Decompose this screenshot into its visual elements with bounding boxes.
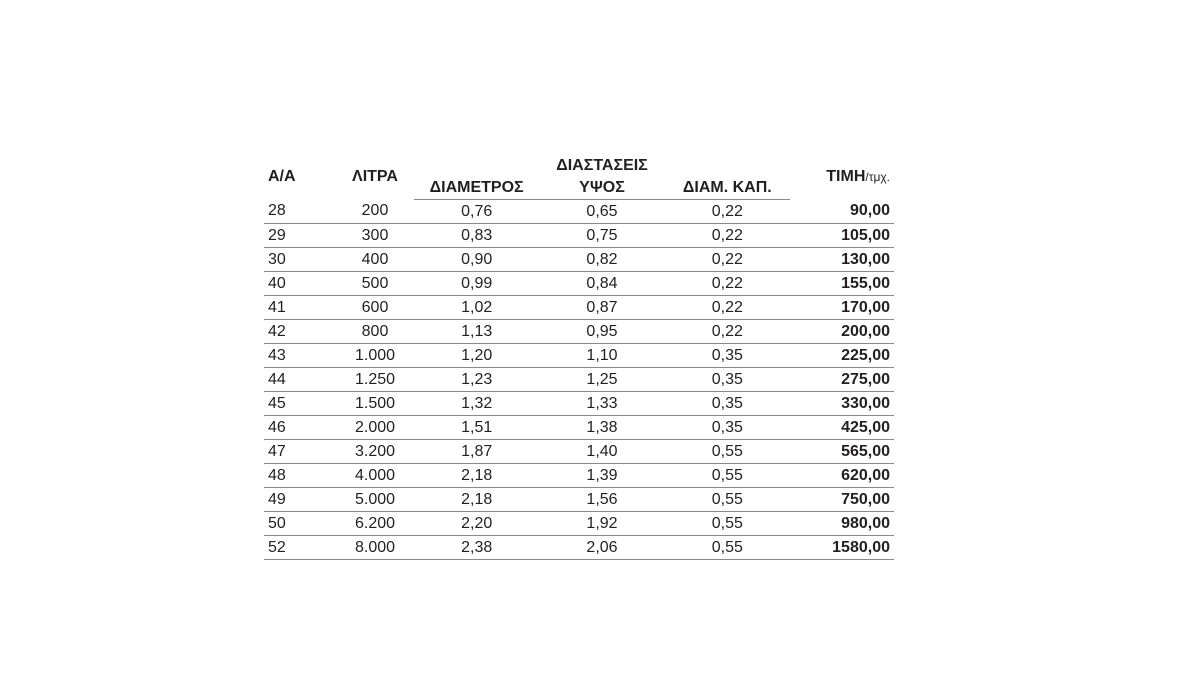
- cell-diam-kap: 0,55: [665, 512, 790, 536]
- cell-diametros: 1,51: [414, 416, 539, 440]
- cell-diam-kap: 0,55: [665, 440, 790, 464]
- cell-price: 750,00: [790, 488, 894, 512]
- cell-price: 425,00: [790, 416, 894, 440]
- table-row: [264, 416, 894, 440]
- cell-litra: 400: [336, 248, 414, 272]
- cell-diametros: 1,13: [414, 320, 539, 344]
- cell-litra: 6.200: [336, 512, 414, 536]
- cell-litra: 1.000: [336, 344, 414, 368]
- cell-diam-kap: 0,22: [665, 200, 790, 224]
- cell-litra: 4.000: [336, 464, 414, 488]
- cell-aa: 45: [264, 392, 336, 416]
- cell-diametros: 0,83: [414, 224, 539, 248]
- cell-diametros: 1,20: [414, 344, 539, 368]
- table-row: [264, 320, 894, 344]
- cell-diametros: 2,18: [414, 488, 539, 512]
- price-table: [264, 155, 894, 560]
- cell-diametros: 0,76: [414, 200, 539, 224]
- cell-price: 1580,00: [790, 536, 894, 560]
- cell-litra: 1.250: [336, 368, 414, 392]
- cell-aa: 44: [264, 368, 336, 392]
- cell-diam-kap: 0,35: [665, 392, 790, 416]
- cell-ypsos: 1,38: [539, 416, 664, 440]
- cell-aa: 28: [264, 200, 336, 224]
- cell-litra: 3.200: [336, 440, 414, 464]
- cell-litra: 5.000: [336, 488, 414, 512]
- cell-aa: 48: [264, 464, 336, 488]
- cell-litra: 500: [336, 272, 414, 296]
- cell-aa: 40: [264, 272, 336, 296]
- table-row: [264, 224, 894, 248]
- cell-diam-kap: 0,35: [665, 416, 790, 440]
- cell-diametros: 2,20: [414, 512, 539, 536]
- cell-aa: 43: [264, 344, 336, 368]
- cell-diametros: 1,32: [414, 392, 539, 416]
- cell-ypsos: 1,25: [539, 368, 664, 392]
- cell-ypsos: 2,06: [539, 536, 664, 560]
- cell-diam-kap: 0,22: [665, 296, 790, 320]
- cell-diam-kap: 0,35: [665, 368, 790, 392]
- cell-diametros: 1,23: [414, 368, 539, 392]
- cell-diametros: 1,87: [414, 440, 539, 464]
- cell-aa: 52: [264, 536, 336, 560]
- table-row: [264, 440, 894, 464]
- cell-aa: 29: [264, 224, 336, 248]
- table-row: [264, 272, 894, 296]
- cell-price: 155,00: [790, 272, 894, 296]
- header-price-label: ΤΙΜΗ: [826, 168, 866, 186]
- cell-aa: 46: [264, 416, 336, 440]
- header-litra: ΛΙΤΡΑ: [352, 168, 398, 186]
- cell-aa: 49: [264, 488, 336, 512]
- cell-ypsos: 0,82: [539, 248, 664, 272]
- cell-price: 90,00: [790, 200, 894, 224]
- cell-diametros: 2,18: [414, 464, 539, 488]
- table-row: [264, 248, 894, 272]
- cell-litra: 800: [336, 320, 414, 344]
- header-diam-kap: ΔΙΑΜ. ΚΑΠ.: [665, 177, 790, 200]
- header-diametros: ΔΙΑΜΕΤΡΟΣ: [414, 177, 539, 200]
- cell-price: 620,00: [790, 464, 894, 488]
- header-row-top: [264, 155, 894, 177]
- cell-price: 200,00: [790, 320, 894, 344]
- cell-price: 275,00: [790, 368, 894, 392]
- table-row: [264, 344, 894, 368]
- cell-aa: 30: [264, 248, 336, 272]
- cell-ypsos: 0,75: [539, 224, 664, 248]
- cell-diam-kap: 0,22: [665, 320, 790, 344]
- cell-diametros: 1,02: [414, 296, 539, 320]
- cell-ypsos: 1,39: [539, 464, 664, 488]
- cell-price: 105,00: [790, 224, 894, 248]
- table-row: [264, 392, 894, 416]
- cell-litra: 1.500: [336, 392, 414, 416]
- cell-diam-kap: 0,22: [665, 248, 790, 272]
- cell-ypsos: 1,92: [539, 512, 664, 536]
- table-row: [264, 536, 894, 560]
- cell-ypsos: 0,95: [539, 320, 664, 344]
- cell-litra: 2.000: [336, 416, 414, 440]
- cell-aa: 47: [264, 440, 336, 464]
- cell-aa: 41: [264, 296, 336, 320]
- cell-diam-kap: 0,35: [665, 344, 790, 368]
- header-dimensions-group: ΔΙΑΣΤΑΣΕΙΣ: [556, 157, 648, 174]
- cell-ypsos: 0,65: [539, 200, 664, 224]
- table-row: [264, 488, 894, 512]
- cell-diametros: 0,99: [414, 272, 539, 296]
- cell-diam-kap: 0,55: [665, 488, 790, 512]
- header-price-unit: /τμχ.: [865, 170, 890, 185]
- cell-ypsos: 1,56: [539, 488, 664, 512]
- cell-ypsos: 1,40: [539, 440, 664, 464]
- cell-diam-kap: 0,22: [665, 224, 790, 248]
- cell-litra: 200: [336, 200, 414, 224]
- cell-litra: 300: [336, 224, 414, 248]
- cell-price: 565,00: [790, 440, 894, 464]
- table-header: [264, 155, 894, 200]
- table-row: [264, 200, 894, 224]
- cell-diam-kap: 0,22: [665, 272, 790, 296]
- cell-price: 170,00: [790, 296, 894, 320]
- cell-diam-kap: 0,55: [665, 464, 790, 488]
- cell-litra: 600: [336, 296, 414, 320]
- cell-ypsos: 1,33: [539, 392, 664, 416]
- table-row: [264, 368, 894, 392]
- table-row: [264, 296, 894, 320]
- cell-litra: 8.000: [336, 536, 414, 560]
- cell-aa: 42: [264, 320, 336, 344]
- cell-price: 330,00: [790, 392, 894, 416]
- cell-price: 980,00: [790, 512, 894, 536]
- header-ypsos: ΥΨΟΣ: [539, 177, 664, 200]
- cell-diametros: 0,90: [414, 248, 539, 272]
- cell-ypsos: 1,10: [539, 344, 664, 368]
- header-price: [790, 155, 894, 200]
- table-row: [264, 512, 894, 536]
- cell-price: 225,00: [790, 344, 894, 368]
- price-table-container: [264, 155, 894, 560]
- cell-price: 130,00: [790, 248, 894, 272]
- cell-diam-kap: 0,55: [665, 536, 790, 560]
- header-aa: Α/Α: [268, 168, 296, 186]
- table-row: [264, 464, 894, 488]
- cell-ypsos: 0,87: [539, 296, 664, 320]
- cell-ypsos: 0,84: [539, 272, 664, 296]
- table-body: [264, 200, 894, 560]
- cell-aa: 50: [264, 512, 336, 536]
- cell-diametros: 2,38: [414, 536, 539, 560]
